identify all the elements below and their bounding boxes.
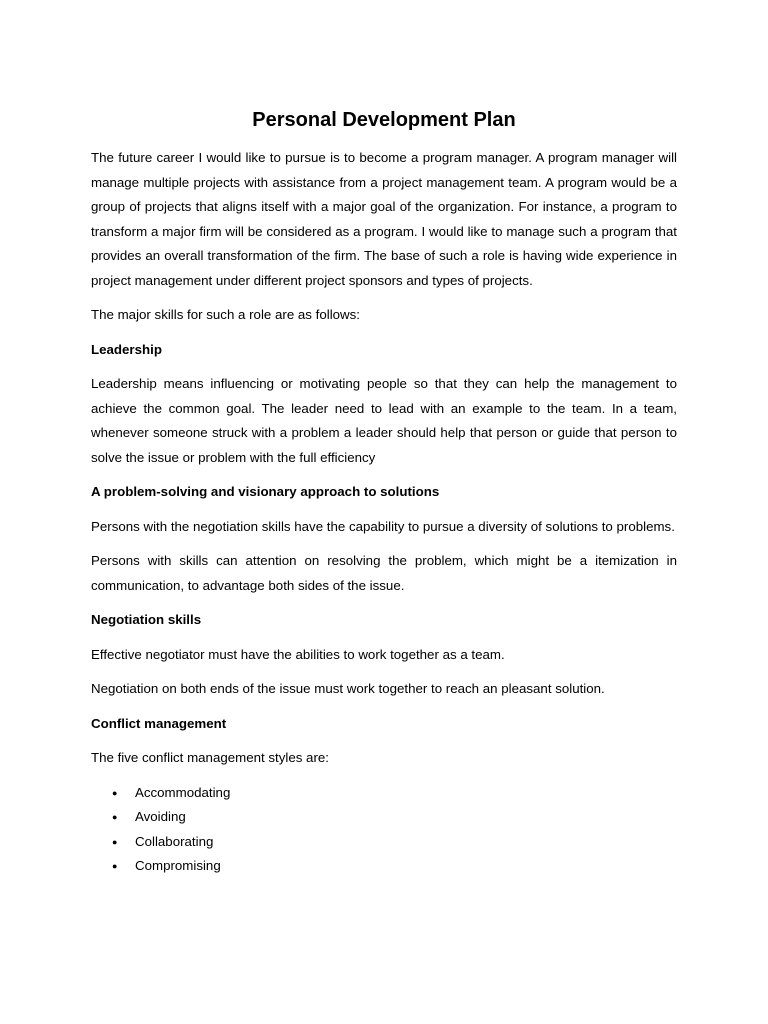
document-body bbox=[91, 106, 677, 879]
problem-solving-paragraph-1: Persons with the negotiation skills have the capability to pursue a diversity of solutions to problems. bbox=[91, 518, 675, 534]
problem-solving-paragraph-2: Persons with skills can attention on resolving the problem, which might be a itemization in communication, to advantage both sides of the issue. bbox=[91, 553, 677, 593]
bullet-icon: ● bbox=[112, 787, 118, 798]
list-item-label: Accommodating bbox=[135, 784, 231, 800]
list-item-label: Collaborating bbox=[135, 833, 214, 849]
section-heading-problem-solving: A problem-solving and visionary approach to solutions bbox=[91, 484, 440, 499]
negotiation-paragraph-1: Effective negotiator must have the abilities to work together as a team. bbox=[91, 646, 505, 662]
conflict-styles-list bbox=[91, 781, 677, 879]
intro-paragraph: The future career I would like to pursue is to become a program manager. A program manager will manage multiple projects with assistance from a project management team. A program would be a group of projects that aligns itself with a major goal of the organization. For instance, a program to transform a major firm will be considered as a program. I would like to manage such a program that provides an overall transformation of the firm. The base of such a role is having wide experience in project management under different project sponsors and types of projects. bbox=[91, 150, 677, 288]
list-item-label: Avoiding bbox=[135, 809, 186, 824]
section-heading-leadership: Leadership bbox=[91, 341, 162, 357]
conflict-management-paragraph: The five conflict management styles are: bbox=[91, 750, 329, 765]
document-title: Personal Development Plan bbox=[252, 109, 516, 131]
section-heading-negotiation: Negotiation skills bbox=[91, 612, 202, 627]
list-item-label: Compromising bbox=[135, 858, 221, 873]
skills-intro-paragraph: The major skills for such a role are as follows: bbox=[91, 307, 360, 322]
list-item bbox=[91, 854, 677, 879]
list-item bbox=[91, 830, 677, 855]
bullet-icon: ● bbox=[112, 812, 118, 822]
section-heading-conflict-management: Conflict management bbox=[91, 715, 227, 731]
list-item bbox=[91, 781, 677, 806]
bullet-icon: ● bbox=[112, 836, 118, 847]
leadership-paragraph: Leadership means influencing or motivating people so that they can help the management to achieve the common goal. The leader need to lead with an example to the team. In a team, whenever someone struck with a problem a leader should help that person or guide that person to solve the issue or problem with the full efficiency bbox=[91, 376, 677, 465]
bullet-icon: ● bbox=[112, 861, 118, 871]
list-item bbox=[91, 805, 677, 830]
negotiation-paragraph-2: Negotiation on both ends of the issue must work together to reach an pleasant solution. bbox=[91, 681, 605, 696]
